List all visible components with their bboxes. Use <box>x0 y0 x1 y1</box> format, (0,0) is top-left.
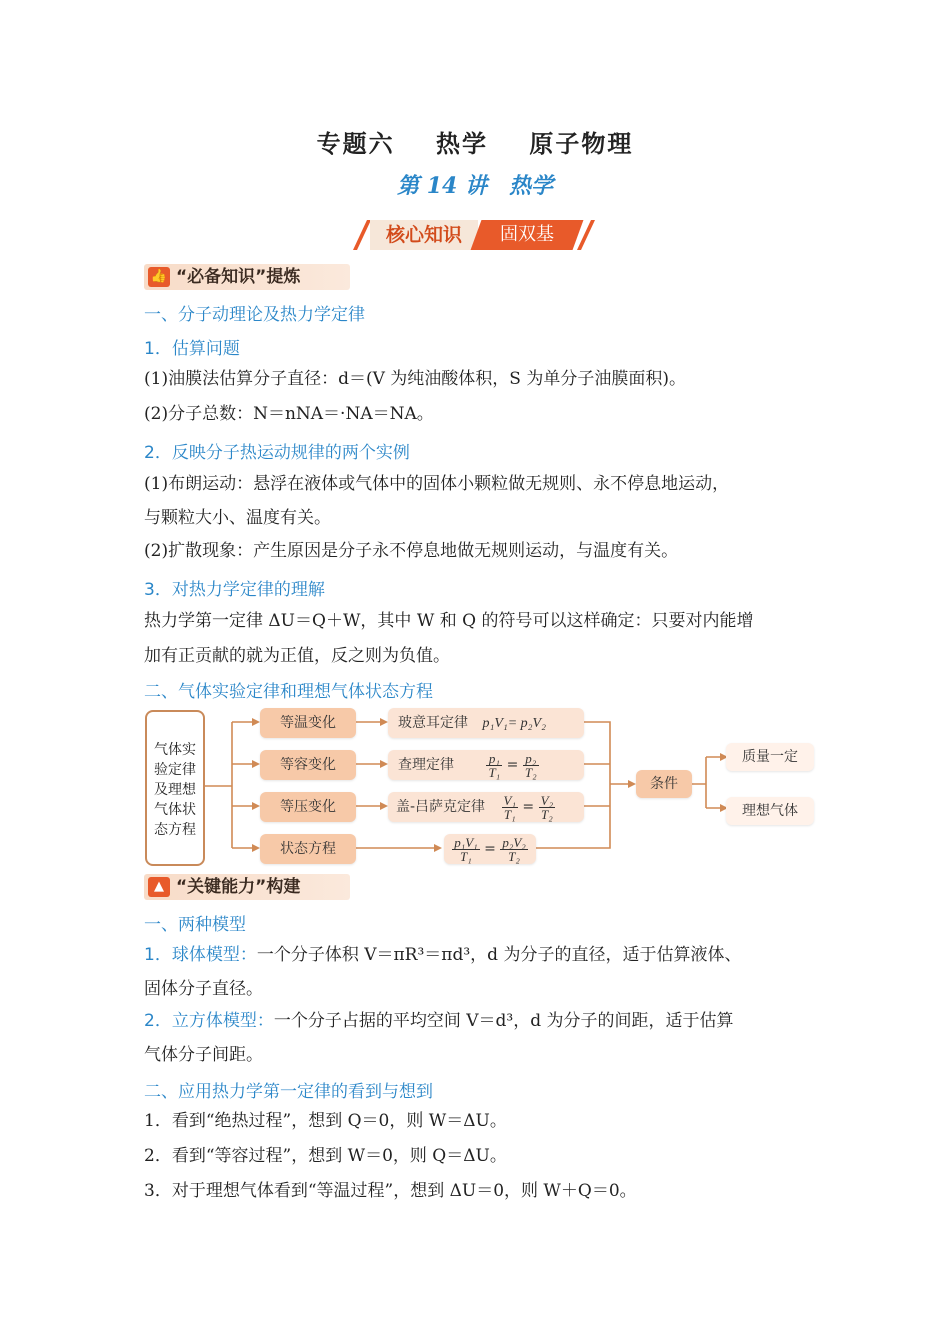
process-branch-lines <box>232 722 256 848</box>
law-links <box>356 722 438 848</box>
condition-branch-line <box>692 757 724 808</box>
law-gay-lussac-formula: $\frac{\text{V₁}}{\text{T₁}}$ = $\frac{\text{V₂}}{\text{T₂}}$ <box>503 792 554 822</box>
process-isothermal: 等温变化 <box>260 708 356 738</box>
cube-model-text: 一个分子占据的平均空间 V＝d³，d 为分子的间距，适于估算 <box>273 1011 734 1031</box>
page-title <box>0 124 950 159</box>
law-boyle <box>388 708 584 738</box>
tag-label: “必备知识”提炼 <box>176 267 301 287</box>
diagram-root-box <box>145 710 205 866</box>
paragraph-cube-model <box>144 1010 734 1032</box>
paragraph-sphere-model-2: 固体分子直径。 <box>144 979 263 999</box>
law-boyle-label: 玻意耳定律 <box>398 715 468 731</box>
process-isobaric: 等压变化 <box>260 792 356 822</box>
paragraph-sphere-model <box>144 944 741 966</box>
root-line-1: 气体实 <box>154 742 196 758</box>
list-item-adiabatic: 1．看到“绝热过程”，想到 Q＝0，则 W＝ΔU。 <box>144 1111 507 1131</box>
tag-label: “关键能力”构建 <box>176 877 301 897</box>
process-isochoric: 等容变化 <box>260 750 356 780</box>
paragraph-first-law-1: 热力学第一定律 ΔU＝Q＋W，其中 W 和 Q 的符号可以这样确定：只要对内能增 <box>144 611 754 631</box>
title-part-3: 原子物理 <box>529 129 634 158</box>
list-item-isochoric: 2．看到“等容过程”，想到 W＝0，则 Q＝ΔU。 <box>144 1146 507 1166</box>
subheading-estimation: 1．估算问题 <box>144 339 240 359</box>
title-part-1: 专题六 <box>316 129 395 158</box>
condition-box: 条件 <box>636 770 692 798</box>
root-line-5: 态方程 <box>154 822 196 838</box>
outcome-ideal-gas: 理想气体 <box>726 797 814 825</box>
paragraph-cube-model-2: 气体分子间距。 <box>144 1045 263 1065</box>
title-part-2: 热学 <box>436 129 488 158</box>
heading-gas-laws: 二、气体实验定律和理想气体状态方程 <box>144 682 433 702</box>
list-item-isothermal: 3．对于理想气体看到“等温过程”，想到 ΔU＝0，则 W＋Q＝0。 <box>144 1181 637 1201</box>
hierarchy-icon: ▲ <box>148 877 170 897</box>
sphere-model-text: 一个分子体积 V＝πR³＝πd³，d 为分子的直径，适于估算液体、 <box>256 945 742 965</box>
law-gay-lussac-label: 盖-吕萨克定律 <box>396 799 486 815</box>
paragraph-molecule-count: (2)分子总数：N＝nNA＝·NA＝NA。 <box>144 404 434 424</box>
law-charles-formula: $\frac{\text{p₁}}{\text{T₁}}$ = $\frac{\text{p₂}}{\text{T₂}}$ <box>488 750 537 780</box>
lecture-title: 第 14 讲 热学 <box>397 173 553 199</box>
law-charles <box>388 750 584 780</box>
root-line-2: 验定律 <box>154 762 196 778</box>
law-boyle-formula: p₁V₁= p₂V₂ <box>482 716 546 731</box>
core-knowledge-banner <box>360 218 590 252</box>
paragraph-diffusion: (2)扩散现象：产生原因是分子永不停息地做无规则运动，与温度有关。 <box>144 541 679 561</box>
state-equation-formula: $\frac{\text{p₁V₁}}{\text{T₁}}$ = $\frac{\text{p₂V₂}}{\text{T₂}}$ <box>444 834 536 864</box>
law-charles-label: 查理定律 <box>398 757 454 773</box>
process-state-equation: 状态方程 <box>260 834 356 864</box>
heading-first-law-application: 二、应用热力学第一定律的看到与想到 <box>144 1082 433 1102</box>
subheading-thermo-law: 3．对热力学定律的理解 <box>144 580 325 600</box>
heading-two-models: 一、两种模型 <box>144 915 246 935</box>
root-line-3: 及理想 <box>154 782 196 798</box>
root-branch-line <box>202 722 232 848</box>
outcome-fixed-mass: 质量一定 <box>726 743 814 771</box>
section-tag-ability <box>144 874 350 900</box>
banner-right-label: 固双基 <box>500 224 554 245</box>
banner-left-label: 核心知识 <box>370 220 478 250</box>
cube-model-label: 2．立方体模型： <box>144 1011 274 1031</box>
heading-molecular-theory: 一、分子动理论及热力学定律 <box>144 305 365 325</box>
paragraph-oil-film: (1)油膜法估算分子直径：d＝(V 为纯油酸体积，S 为单分子油膜面积)。 <box>144 369 686 389</box>
paragraph-brownian-2: 与颗粒大小、温度有关。 <box>144 508 331 528</box>
paragraph-brownian-1: (1)布朗运动：悬浮在液体或气体中的固体小颗粒做无规则、永不停息地运动， <box>144 474 730 494</box>
section-tag-knowledge <box>144 264 350 290</box>
banner-right-block <box>471 220 584 250</box>
paragraph-first-law-2: 加有正贡献的就为正值，反之则为负值。 <box>144 646 450 666</box>
law-gay-lussac <box>388 792 584 822</box>
thumbs-up-icon: 👍 <box>148 267 170 287</box>
root-line-4: 气体状 <box>154 802 196 818</box>
law-merge-line <box>536 722 610 848</box>
banner-left-stroke <box>353 220 371 250</box>
subheading-thermal-motion: 2．反映分子热运动规律的两个实例 <box>144 443 410 463</box>
sphere-model-label: 1．球体模型： <box>144 945 257 965</box>
